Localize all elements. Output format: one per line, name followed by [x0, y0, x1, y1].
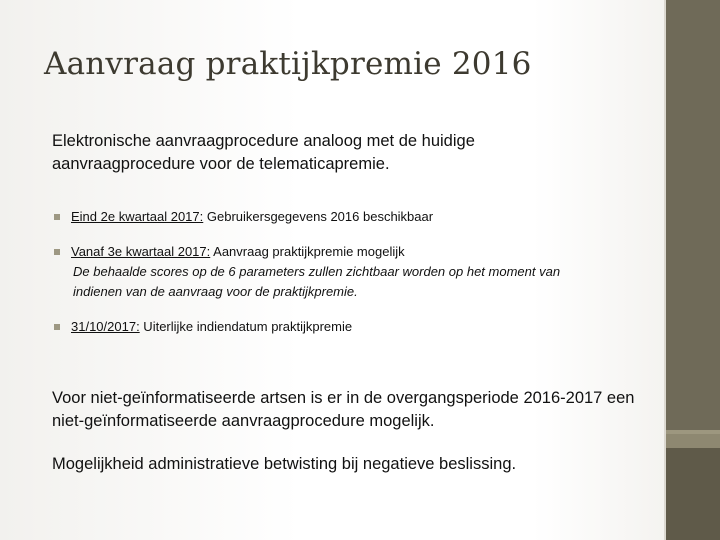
bullet-note-line: indienen van de aanvraag voor de praktijkpremie.: [73, 284, 358, 299]
paragraph-transition: Voor niet-geïnformatiseerde artsen is er in de overgangsperiode 2016-2017 een niet-geïnformatiseerde aanvraagprocedure mogelijk.: [52, 389, 635, 430]
square-bullet-icon: [54, 249, 60, 255]
bullet-item-3: [52, 317, 652, 337]
sidebar-stripe-mid: [666, 434, 720, 448]
square-bullet-icon: [54, 214, 60, 220]
intro-text: Elektronische aanvraagprocedure analoog met de huidige aanvraagprocedure voor de telematicapremie.: [52, 132, 475, 173]
sidebar-stripe-dark: [666, 448, 720, 540]
bullet-list: [52, 207, 652, 337]
bullet-text: Uiterlijke indiendatum praktijkpremie: [139, 319, 353, 334]
bullet-text: Aanvraag praktijkpremie mogelijk: [210, 244, 405, 259]
paragraph-appeal: Mogelijkheid administratieve betwisting bij negatieve beslissing.: [52, 455, 517, 473]
bullet-item-2: [52, 242, 652, 302]
bullet-item-1: [52, 207, 652, 227]
bullet-note-line: De behaalde scores op de 6 parameters zullen zichtbaar worden op het moment van: [73, 264, 561, 279]
slide-title: Aanvraag praktijkpremie 2016: [44, 46, 532, 82]
bullet-date: Eind 2e kwartaal 2017:: [71, 209, 204, 224]
square-bullet-icon: [54, 324, 60, 330]
bullet-date: Vanaf 3e kwartaal 2017:: [71, 244, 211, 259]
bullet-date: 31/10/2017:: [71, 319, 140, 334]
bullet-text: Gebruikersgegevens 2016 beschikbaar: [203, 209, 434, 224]
